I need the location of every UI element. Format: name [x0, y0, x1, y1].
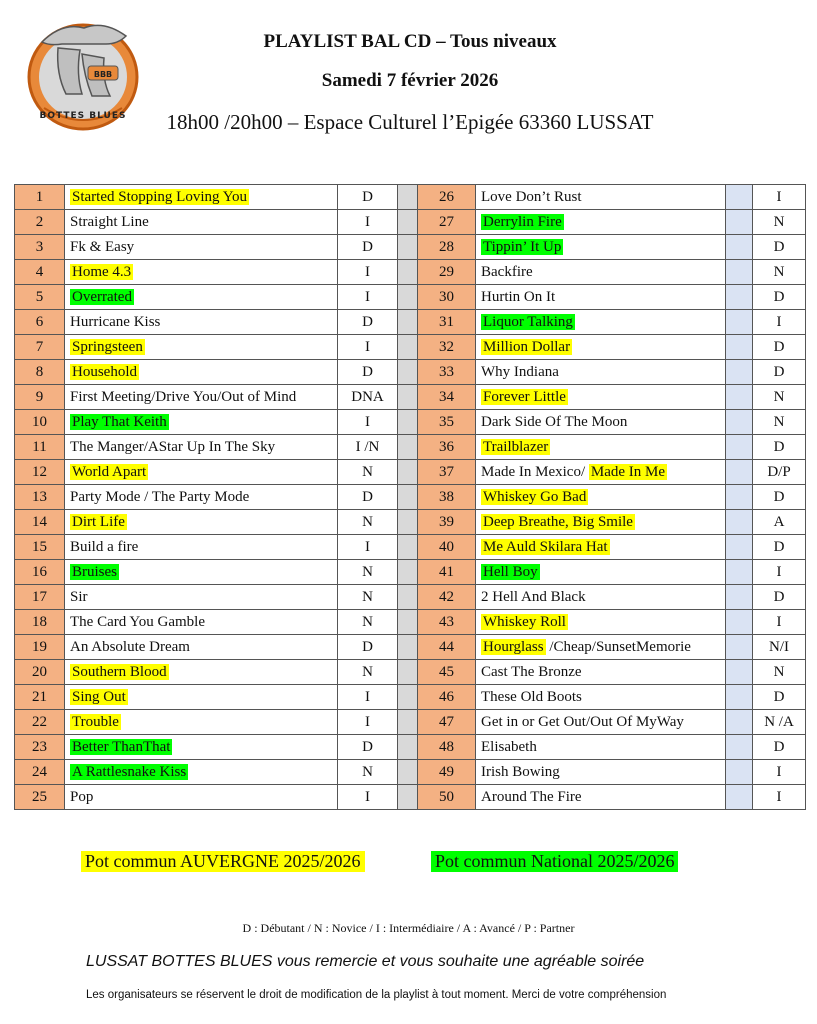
song-title-cell	[65, 535, 338, 560]
song-title: Overrated	[72, 288, 132, 305]
level-cell: I	[338, 335, 398, 360]
svg-text:BBB: BBB	[93, 70, 113, 79]
song-title-cell	[65, 435, 338, 460]
song-title-cell	[65, 185, 338, 210]
song-title-part: /Cheap/SunsetMemorie	[549, 638, 691, 655]
song-title: Get in or Get Out/Out Of MyWay	[481, 713, 684, 730]
spacer-cell	[398, 535, 418, 560]
table-row	[15, 185, 806, 210]
song-title: Me Auld Skilara Hat	[483, 538, 608, 555]
song-title: Hell Boy	[483, 563, 538, 580]
song-number: 15	[15, 535, 65, 560]
song-title: Whiskey Go Bad	[483, 488, 587, 505]
song-title-cell	[65, 285, 338, 310]
spacer-cell	[726, 410, 753, 435]
table-row	[15, 760, 806, 785]
song-title: Play That Keith	[72, 413, 167, 430]
song-title-cell	[65, 660, 338, 685]
song-title: Pop	[70, 788, 94, 805]
song-number: 47	[418, 710, 476, 735]
table-row	[15, 285, 806, 310]
level-cell: I	[753, 185, 806, 210]
spacer-cell	[398, 635, 418, 660]
level-cell: N	[338, 610, 398, 635]
song-number: 6	[15, 310, 65, 335]
event-date: Samedi 7 février 2026	[321, 70, 499, 91]
level-cell: N	[753, 410, 806, 435]
song-title: Party Mode / The Party Mode	[70, 488, 250, 505]
song-title: Forever Little	[483, 388, 566, 405]
level-cell: D	[338, 485, 398, 510]
song-title-cell	[65, 585, 338, 610]
song-title-cell	[65, 610, 338, 635]
song-number: 4	[15, 260, 65, 285]
song-number: 45	[418, 660, 476, 685]
song-title: World Apart	[72, 463, 147, 480]
song-number: 18	[15, 610, 65, 635]
song-title-cell	[65, 310, 338, 335]
spacer-cell	[398, 660, 418, 685]
song-number: 38	[418, 485, 476, 510]
song-number: 21	[15, 685, 65, 710]
level-cell: N	[753, 385, 806, 410]
song-title: Elisabeth	[481, 738, 537, 755]
level-cell: D	[753, 585, 806, 610]
song-title: The Manger/AStar Up In The Sky	[70, 438, 276, 455]
song-title-cell	[476, 560, 726, 585]
spacer-cell	[726, 660, 753, 685]
song-title: Home 4.3	[72, 263, 132, 280]
page-title: PLAYLIST BAL CD – Tous niveaux	[263, 31, 557, 52]
song-number: 16	[15, 560, 65, 585]
spacer-cell	[398, 310, 418, 335]
level-cell: D	[338, 185, 398, 210]
song-title-cell	[65, 760, 338, 785]
spacer-cell	[398, 685, 418, 710]
playlist-table	[14, 184, 806, 810]
song-title-cell	[65, 635, 338, 660]
spacer-cell	[726, 385, 753, 410]
song-title-cell	[65, 560, 338, 585]
level-cell: N	[753, 260, 806, 285]
spacer-cell	[398, 610, 418, 635]
level-cell: D	[753, 335, 806, 360]
song-number: 10	[15, 410, 65, 435]
song-title: Derrylin Fire	[483, 213, 562, 230]
song-title: Started Stopping Loving You	[72, 188, 248, 205]
song-number: 44	[418, 635, 476, 660]
song-title: Sir	[70, 588, 88, 605]
level-cell: D	[338, 235, 398, 260]
song-number: 8	[15, 360, 65, 385]
spacer-cell	[726, 610, 753, 635]
song-title: An Absolute Dream	[70, 638, 190, 655]
level-cell: D	[753, 285, 806, 310]
level-cell: D	[753, 485, 806, 510]
song-title-cell	[476, 535, 726, 560]
spacer-cell	[726, 310, 753, 335]
song-title: 2 Hell And Black	[481, 588, 586, 605]
song-title-cell	[476, 785, 726, 810]
level-cell: N /A	[753, 710, 806, 735]
song-number: 32	[418, 335, 476, 360]
song-title-cell	[476, 210, 726, 235]
spacer-cell	[398, 710, 418, 735]
song-title-cell	[476, 510, 726, 535]
song-title: Southern Blood	[72, 663, 167, 680]
song-title-cell	[65, 235, 338, 260]
song-title-cell	[476, 285, 726, 310]
song-title: Backfire	[481, 263, 533, 280]
spacer-cell	[726, 435, 753, 460]
song-title-cell	[476, 610, 726, 635]
song-title-cell	[476, 710, 726, 735]
level-key: D : Débutant / N : Novice / I : Intermédiaire / A : Avancé / P : Partner	[242, 921, 575, 935]
song-number: 7	[15, 335, 65, 360]
level-cell: I	[753, 310, 806, 335]
song-title-cell	[65, 410, 338, 435]
song-title-cell	[476, 460, 726, 485]
level-cell: D	[753, 235, 806, 260]
song-number: 25	[15, 785, 65, 810]
song-number: 1	[15, 185, 65, 210]
spacer-cell	[398, 210, 418, 235]
legend-auvergne: Pot commun AUVERGNE 2025/2026	[81, 851, 365, 872]
event-venue: 18h00 /20h00 – Espace Culturel l’Epigée 63360 LUSSAT	[166, 110, 654, 134]
level-cell: D/P	[753, 460, 806, 485]
spacer-cell	[398, 510, 418, 535]
spacer-cell	[398, 385, 418, 410]
table-row	[15, 610, 806, 635]
table-row	[15, 435, 806, 460]
table-row	[15, 460, 806, 485]
level-cell: I	[753, 785, 806, 810]
table-row	[15, 510, 806, 535]
song-title-cell	[476, 685, 726, 710]
table-row	[15, 635, 806, 660]
table-row	[15, 735, 806, 760]
spacer-cell	[398, 335, 418, 360]
level-cell: D	[753, 360, 806, 385]
song-title-cell	[65, 360, 338, 385]
song-number: 19	[15, 635, 65, 660]
song-number: 14	[15, 510, 65, 535]
song-title: Sing Out	[72, 688, 126, 705]
song-number: 36	[418, 435, 476, 460]
song-title: Million Dollar	[483, 338, 571, 355]
spacer-cell	[398, 485, 418, 510]
level-cell: A	[753, 510, 806, 535]
song-number: 35	[418, 410, 476, 435]
song-number: 30	[418, 285, 476, 310]
song-number: 37	[418, 460, 476, 485]
song-number: 48	[418, 735, 476, 760]
table-row	[15, 260, 806, 285]
spacer-cell	[398, 585, 418, 610]
song-title-cell	[476, 260, 726, 285]
song-number: 12	[15, 460, 65, 485]
song-title: Household	[72, 363, 137, 380]
level-cell: I	[338, 535, 398, 560]
song-title-cell	[65, 460, 338, 485]
level-cell: D	[338, 310, 398, 335]
song-number: 24	[15, 760, 65, 785]
spacer-cell	[726, 235, 753, 260]
spacer-cell	[726, 560, 753, 585]
level-cell: I	[338, 210, 398, 235]
level-cell: N	[753, 210, 806, 235]
song-number: 33	[418, 360, 476, 385]
song-number: 22	[15, 710, 65, 735]
level-cell: I	[338, 410, 398, 435]
legend-national: Pot commun National 2025/2026	[431, 851, 678, 872]
song-number: 23	[15, 735, 65, 760]
song-title-cell	[476, 335, 726, 360]
table-row	[15, 785, 806, 810]
song-number: 46	[418, 685, 476, 710]
song-title: Cast The Bronze	[481, 663, 582, 680]
spacer-cell	[398, 760, 418, 785]
song-title: Deep Breathe, Big Smile	[483, 513, 633, 530]
table-row	[15, 210, 806, 235]
song-title-cell	[65, 785, 338, 810]
level-cell: D	[753, 435, 806, 460]
song-title: Hourglass	[483, 638, 544, 655]
level-cell: N	[338, 460, 398, 485]
spacer-cell	[726, 760, 753, 785]
level-cell: D	[338, 635, 398, 660]
table-row	[15, 385, 806, 410]
level-cell: I	[753, 760, 806, 785]
song-title: Dark Side Of The Moon	[481, 413, 628, 430]
table-row	[15, 335, 806, 360]
spacer-cell	[726, 735, 753, 760]
table-row	[15, 560, 806, 585]
table-row	[15, 310, 806, 335]
song-title-cell	[476, 485, 726, 510]
spacer-cell	[726, 510, 753, 535]
spacer-cell	[726, 185, 753, 210]
song-number: 3	[15, 235, 65, 260]
level-cell: I	[338, 260, 398, 285]
song-title: Love Don’t Rust	[481, 188, 582, 205]
song-title-cell	[476, 235, 726, 260]
thanks-message: LUSSAT BOTTES BLUES vous remercie et vous souhaite une agréable soirée	[86, 953, 645, 970]
spacer-cell	[726, 710, 753, 735]
song-title-cell	[65, 260, 338, 285]
song-number: 41	[418, 560, 476, 585]
song-title-cell	[65, 385, 338, 410]
song-title: Springsteen	[72, 338, 143, 355]
spacer-cell	[398, 285, 418, 310]
level-cell: I	[338, 710, 398, 735]
song-number: 42	[418, 585, 476, 610]
spacer-cell	[726, 635, 753, 660]
song-title: Straight Line	[70, 213, 149, 230]
level-cell: D	[753, 685, 806, 710]
level-cell: N	[338, 660, 398, 685]
song-title: These Old Boots	[481, 688, 582, 705]
table-row	[15, 360, 806, 385]
level-cell: I	[753, 610, 806, 635]
song-title-part: Made In Me	[590, 463, 666, 480]
song-number: 49	[418, 760, 476, 785]
song-title: A Rattlesnake Kiss	[72, 763, 187, 780]
level-cell: I	[338, 685, 398, 710]
song-title: First Meeting/Drive You/Out of Mind	[70, 388, 297, 405]
song-title: Dirt Life	[72, 513, 125, 530]
spacer-cell	[398, 785, 418, 810]
spacer-cell	[726, 335, 753, 360]
song-title-cell	[476, 435, 726, 460]
level-cell: DNA	[338, 385, 398, 410]
spacer-cell	[398, 410, 418, 435]
song-number: 34	[418, 385, 476, 410]
song-title-cell	[65, 685, 338, 710]
song-number: 50	[418, 785, 476, 810]
spacer-cell	[398, 460, 418, 485]
level-cell: N/I	[753, 635, 806, 660]
song-title-cell	[65, 210, 338, 235]
spacer-cell	[726, 260, 753, 285]
level-cell: D	[753, 735, 806, 760]
song-title: Trouble	[72, 713, 119, 730]
disclaimer: Les organisateurs se réservent le droit de modification de la playlist à tout moment. Merci de votre compréhension	[86, 989, 667, 1001]
song-title-cell	[476, 635, 726, 660]
level-cell: N	[753, 660, 806, 685]
level-cell: I /N	[338, 435, 398, 460]
spacer-cell	[398, 735, 418, 760]
song-title: Hurricane Kiss	[70, 313, 161, 330]
level-cell: N	[338, 560, 398, 585]
table-row	[15, 585, 806, 610]
song-title-cell	[65, 335, 338, 360]
song-title-cell	[476, 735, 726, 760]
song-title-cell	[476, 310, 726, 335]
song-title-cell	[65, 710, 338, 735]
song-number: 28	[418, 235, 476, 260]
song-title: Hurtin On It	[481, 288, 556, 305]
song-title: Around The Fire	[481, 788, 582, 805]
level-cell: I	[338, 785, 398, 810]
level-cell: N	[338, 585, 398, 610]
level-cell: N	[338, 510, 398, 535]
song-title: Better ThanThat	[72, 738, 171, 755]
spacer-cell	[726, 485, 753, 510]
spacer-cell	[398, 260, 418, 285]
song-title: Made In Mexico/	[481, 463, 586, 480]
song-title-cell	[476, 385, 726, 410]
song-title: Fk & Easy	[70, 238, 135, 255]
song-title-cell	[65, 485, 338, 510]
spacer-cell	[726, 360, 753, 385]
song-title-cell	[476, 660, 726, 685]
spacer-cell	[398, 360, 418, 385]
song-number: 40	[418, 535, 476, 560]
song-title-cell	[476, 410, 726, 435]
song-title: Why Indiana	[481, 363, 559, 380]
song-number: 5	[15, 285, 65, 310]
song-title: The Card You Gamble	[70, 613, 205, 630]
table-row	[15, 535, 806, 560]
song-number: 27	[418, 210, 476, 235]
level-cell: I	[753, 560, 806, 585]
song-number: 2	[15, 210, 65, 235]
spacer-cell	[726, 460, 753, 485]
spacer-cell	[398, 435, 418, 460]
song-number: 9	[15, 385, 65, 410]
level-cell: N	[338, 760, 398, 785]
song-title: Irish Bowing	[481, 763, 560, 780]
spacer-cell	[398, 235, 418, 260]
song-number: 31	[418, 310, 476, 335]
song-number: 20	[15, 660, 65, 685]
song-number: 39	[418, 510, 476, 535]
song-title: Whiskey Roll	[483, 613, 566, 630]
level-cell: I	[338, 285, 398, 310]
table-row	[15, 710, 806, 735]
spacer-cell	[726, 585, 753, 610]
song-number: 13	[15, 485, 65, 510]
song-number: 29	[418, 260, 476, 285]
spacer-cell	[398, 560, 418, 585]
spacer-cell	[726, 210, 753, 235]
spacer-cell	[726, 285, 753, 310]
song-title: Trailblazer	[483, 438, 549, 455]
level-cell: D	[338, 360, 398, 385]
song-title-cell	[476, 760, 726, 785]
level-cell: D	[338, 735, 398, 760]
table-row	[15, 685, 806, 710]
song-title-cell	[65, 510, 338, 535]
song-title-cell	[476, 185, 726, 210]
song-number: 43	[418, 610, 476, 635]
song-title-cell	[65, 735, 338, 760]
song-number: 26	[418, 185, 476, 210]
table-row	[15, 485, 806, 510]
song-number: 17	[15, 585, 65, 610]
song-title: Tippin’ It Up	[483, 238, 562, 255]
spacer-cell	[726, 785, 753, 810]
svg-text:BOTTES BLUES: BOTTES BLUES	[39, 111, 127, 121]
spacer-cell	[398, 185, 418, 210]
song-title-cell	[476, 360, 726, 385]
table-row	[15, 235, 806, 260]
spacer-cell	[726, 685, 753, 710]
song-title-cell	[476, 585, 726, 610]
table-row	[15, 410, 806, 435]
level-cell: D	[753, 535, 806, 560]
song-title: Bruises	[72, 563, 117, 580]
song-title: Liquor Talking	[483, 313, 573, 330]
song-number: 11	[15, 435, 65, 460]
spacer-cell	[726, 535, 753, 560]
song-title: Build a fire	[70, 538, 139, 555]
table-row	[15, 660, 806, 685]
